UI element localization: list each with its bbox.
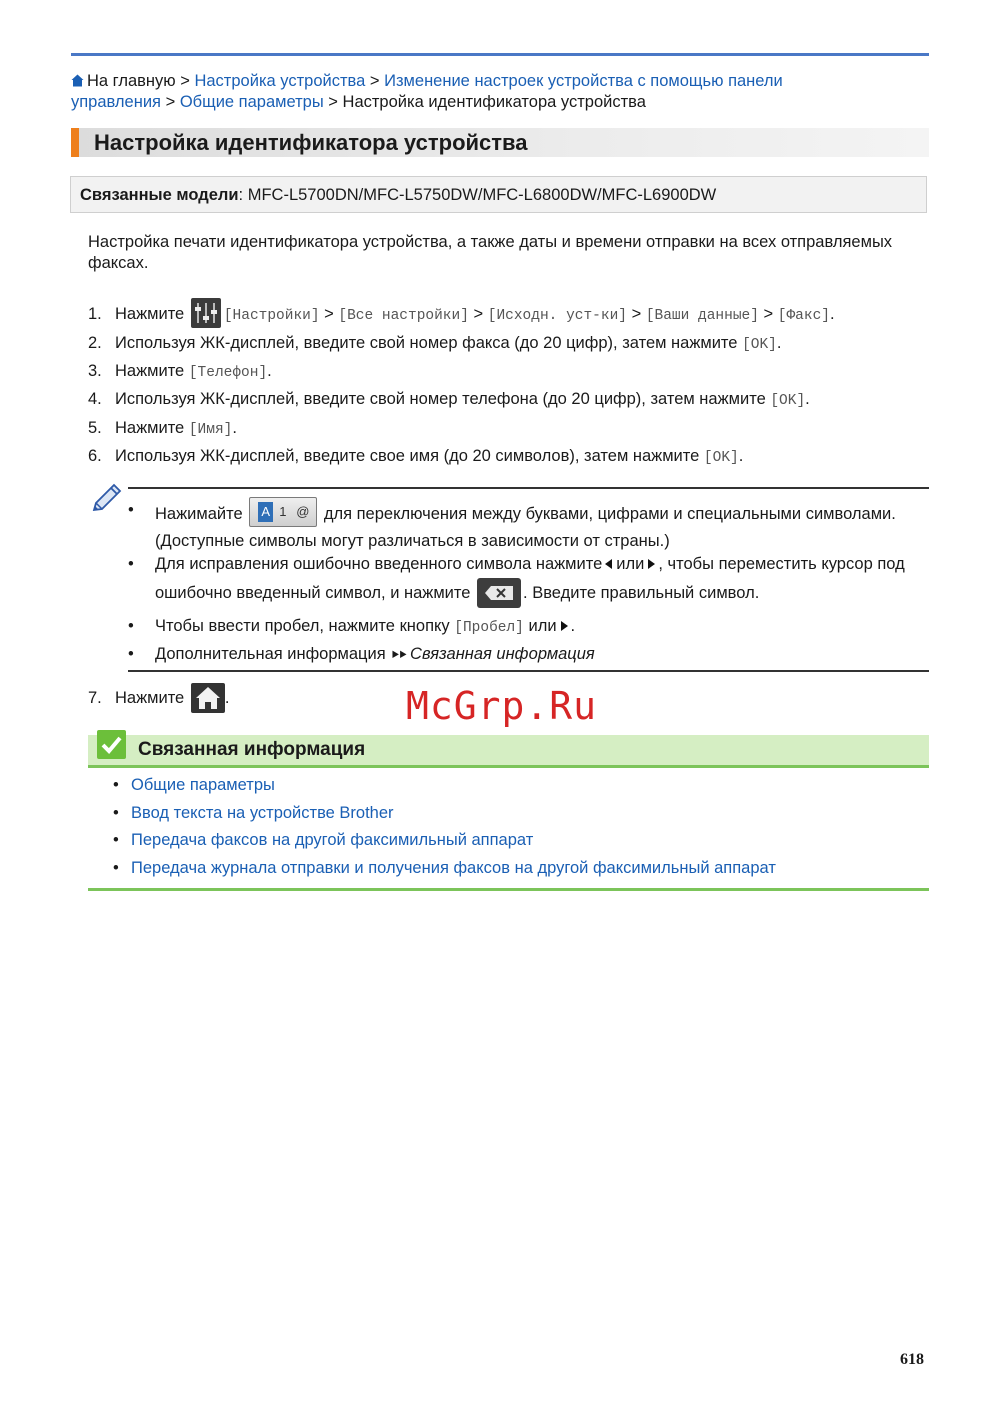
list-item <box>113 827 913 855</box>
right-arrow-icon <box>648 559 655 569</box>
step-text: Нажмите <box>115 362 185 380</box>
step-number: 3. <box>88 362 102 380</box>
step-number: 1. <box>88 305 102 323</box>
bullet-dot: • <box>128 501 134 519</box>
watermark: McGrp.Ru <box>406 684 598 728</box>
note-bullet-1 <box>128 497 928 555</box>
note-top-rule <box>128 487 929 489</box>
list-item <box>113 855 913 883</box>
note-text: Нажимайте <box>155 505 243 523</box>
page-title-bar <box>71 128 929 157</box>
step-text: Используя ЖК-дисплей, введите свой номер телефона (до 20 цифр), затем нажмите <box>115 390 766 408</box>
double-arrow-icon: ⯈⯈ <box>390 648 406 662</box>
bullet-dot: • <box>113 858 119 877</box>
related-info-underline <box>88 765 929 768</box>
note-text: или <box>528 617 557 635</box>
step-period: . <box>232 419 237 437</box>
related-models-label: Связанные модели <box>80 186 239 204</box>
step-text: Нажмите <box>115 689 185 707</box>
related-info-bottom-rule <box>88 888 929 891</box>
kb-letter: A <box>258 502 273 522</box>
menu-fax: [Факс] <box>777 308 830 324</box>
step-text: Нажмите <box>115 305 185 323</box>
menu-separator: > <box>763 305 774 323</box>
kb-digit: 1 <box>279 504 287 519</box>
related-models-colon: : <box>238 186 244 204</box>
step-number: 6. <box>88 447 102 465</box>
note-text: Дополнительная информация <box>155 645 386 663</box>
note-text: Чтобы ввести пробел, нажмите кнопку <box>155 617 450 635</box>
top-rule <box>71 53 929 56</box>
related-info-title: Связанная информация <box>138 739 366 760</box>
note-text: Для исправления ошибочно введенного символа нажмите <box>155 555 603 573</box>
note-bullet-4 <box>128 641 928 669</box>
bullet-dot: • <box>113 831 119 849</box>
related-link-fax-forwarding[interactable]: Передача факсов на другой факсимильный аппарат <box>131 831 534 849</box>
step-period: . <box>267 362 272 380</box>
breadcrumb-link-change-settings-cont[interactable]: управления <box>71 93 161 111</box>
step-number: 4. <box>88 390 102 408</box>
step-text: Используя ЖК-дисплей, введите свой номер факса (до 20 цифр), затем нажмите <box>115 334 738 352</box>
related-models-value: MFC-L5700DN/MFC-L5750DW/MFC-L6800DW/MFC-L6900DW <box>243 186 717 204</box>
menu-ok: [OK] <box>770 393 806 409</box>
left-arrow-icon <box>605 559 612 569</box>
menu-name: [Имя] <box>188 422 233 438</box>
step-number: 2. <box>88 334 102 352</box>
step-3 <box>88 360 272 384</box>
menu-telephone: [Телефон] <box>188 365 268 381</box>
note-text: или <box>616 555 645 573</box>
note-text: . <box>570 617 576 635</box>
related-info-link[interactable]: Связанная информация <box>410 645 595 663</box>
note-text: ошибочно введенный символ, и нажмите <box>155 584 471 602</box>
bullet-dot: • <box>128 617 134 635</box>
list-item <box>113 772 913 800</box>
note-bullet-2 <box>128 551 928 608</box>
step-number: 5. <box>88 419 102 437</box>
step-period: . <box>805 390 810 408</box>
menu-station-id: [Ваши данные] <box>645 308 759 324</box>
note-bullet-3 <box>128 613 928 642</box>
bullet-dot: • <box>128 555 134 573</box>
menu-settings: [Настройки] <box>223 308 320 324</box>
breadcrumb-link-general-settings[interactable]: Общие параметры <box>179 93 324 111</box>
step-text: Нажмите <box>115 419 185 437</box>
pencil-icon <box>90 482 126 514</box>
checkmark-icon <box>97 730 126 759</box>
breadcrumb-current: Настройка идентификатора устройства <box>342 93 646 111</box>
bullet-dot: • <box>113 776 119 794</box>
menu-ok: [OK] <box>703 450 739 466</box>
breadcrumb-link-device-setup[interactable]: Настройка устройства <box>194 72 366 90</box>
note-text: . Введите правильный символ. <box>523 584 760 602</box>
bullet-dot: • <box>113 803 119 822</box>
menu-separator: > <box>473 305 484 323</box>
backspace-icon <box>477 578 521 608</box>
breadcrumb-separator: > <box>328 93 338 111</box>
breadcrumb-link-change-settings[interactable]: Изменение настроек устройства с помощью панели <box>384 72 783 90</box>
page-number: 618 <box>900 1351 924 1368</box>
settings-icon <box>191 298 221 328</box>
breadcrumb <box>71 71 891 113</box>
menu-initial-setup: [Исходн. уст-ки] <box>487 308 627 324</box>
menu-all-settings: [Все настройки] <box>338 308 469 324</box>
right-arrow-icon <box>561 621 568 631</box>
step-5 <box>88 417 237 441</box>
breadcrumb-separator: > <box>369 72 380 90</box>
keyboard-mode-icon <box>249 497 317 527</box>
step-text: Используя ЖК-дисплей, введите свое имя (до 20 символов), затем нажмите <box>115 447 700 465</box>
list-item <box>113 800 913 828</box>
step-period: . <box>224 689 230 707</box>
step-number: 7. <box>88 689 102 707</box>
step-2 <box>88 332 781 356</box>
kb-symbol: @ <box>296 504 310 519</box>
related-info-list <box>113 772 913 882</box>
step-6 <box>88 445 743 469</box>
breadcrumb-separator: > <box>165 93 176 111</box>
breadcrumb-home[interactable]: На главную <box>87 72 176 90</box>
step-7 <box>88 683 229 713</box>
step-period: . <box>829 305 835 323</box>
related-link-fax-journal[interactable]: Передача журнала отправки и получения факсов на другой факсимильный аппарат <box>131 858 776 877</box>
title-accent <box>71 128 79 157</box>
menu-ok: [OK] <box>742 337 777 353</box>
breadcrumb-separator: > <box>180 72 190 90</box>
related-link-text-entry[interactable]: Ввод текста на устройстве Brother <box>131 803 394 822</box>
bullet-dot: • <box>128 645 134 663</box>
related-link-general-settings[interactable]: Общие параметры <box>131 776 275 794</box>
note-bottom-rule <box>128 670 929 672</box>
intro-text: Настройка печати идентификатора устройства, а также даты и времени отправки на всех отправляемых факсах. <box>88 233 893 272</box>
page-title: Настройка идентификатора устройства <box>94 130 528 155</box>
menu-separator: > <box>324 305 334 323</box>
menu-space: [Пробел] <box>454 620 524 636</box>
home-button-icon <box>191 683 225 713</box>
note-text: для переключения между буквами, цифрами и специальными символами. <box>323 505 896 523</box>
note-text: (Доступные символы могут различаться в зависимости от страны.) <box>155 532 670 550</box>
step-1 <box>88 298 835 328</box>
home-icon[interactable] <box>71 74 84 87</box>
step-4 <box>88 388 810 412</box>
step-period: . <box>776 334 782 352</box>
note-text: , чтобы переместить курсор под <box>658 555 905 573</box>
step-period: . <box>738 447 744 465</box>
related-models-box <box>70 176 927 213</box>
menu-separator: > <box>631 305 642 323</box>
